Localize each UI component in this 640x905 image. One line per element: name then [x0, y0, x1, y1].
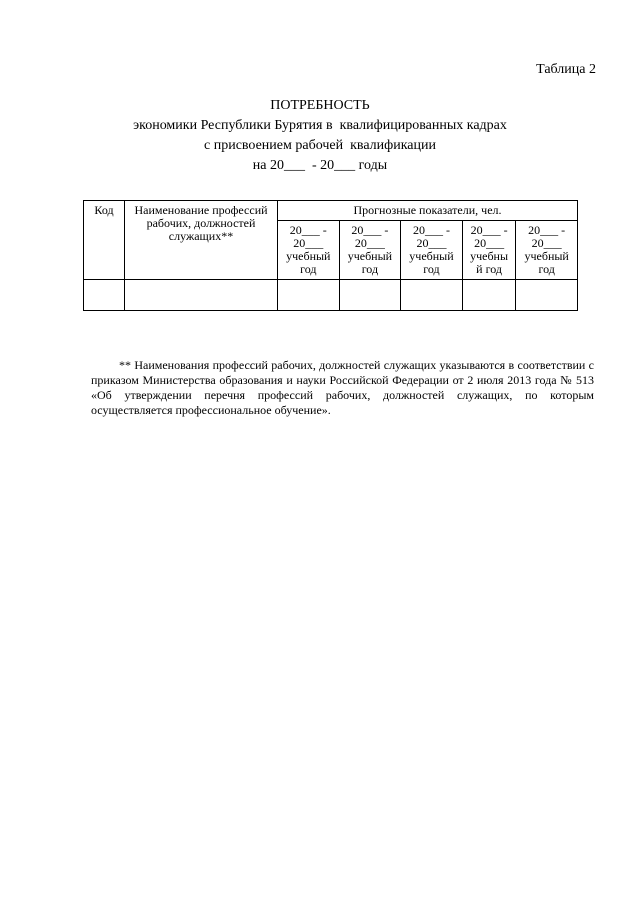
header-year-3: 20___ - 20___ учебный год — [401, 221, 463, 280]
cell-year-3 — [401, 280, 463, 311]
forecast-table — [83, 200, 578, 311]
document-title — [0, 96, 640, 176]
header-year-5: 20___ - 20___ учебный год — [516, 221, 578, 280]
header-code: Код — [84, 201, 125, 280]
title-line-4: на 20___ - 20___ годы — [252, 158, 388, 173]
header-row — [84, 201, 578, 221]
table-row — [84, 280, 578, 311]
header-year-1: 20___ - 20___ учебный год — [278, 221, 340, 280]
cell-year-4 — [462, 280, 516, 311]
cell-year-2 — [339, 280, 401, 311]
header-year-2: 20___ - 20___ учебный год — [339, 221, 401, 280]
header-year-4: 20___ - 20___ учебны й год — [462, 221, 516, 280]
cell-year-1 — [278, 280, 340, 311]
header-forecast: Прогнозные показатели, чел. — [278, 201, 578, 221]
table-label: Таблица 2 — [536, 62, 596, 77]
title-line-1: ПОТРЕБНОСТЬ — [270, 98, 370, 113]
cell-year-5 — [516, 280, 578, 311]
cell-code — [84, 280, 125, 311]
header-profession-name: Наименование профессий рабочих, должностей служащих** — [125, 201, 278, 280]
footnote: ** Наименования профессий рабочих, должностей служащих указываются в соответствии с приказом Министерства образования и науки Российской Федерации от 2 июля 2013 года № 513 «Об утверждении перечня профессий рабочих, должностей служащих, по которым осуществляется профессиональное обучение». — [91, 358, 594, 417]
cell-profession-name — [125, 280, 278, 311]
title-line-3: с присвоением рабочей квалификации — [204, 138, 436, 153]
title-line-2: экономики Республики Бурятия в квалифицированных кадрах — [133, 118, 507, 133]
